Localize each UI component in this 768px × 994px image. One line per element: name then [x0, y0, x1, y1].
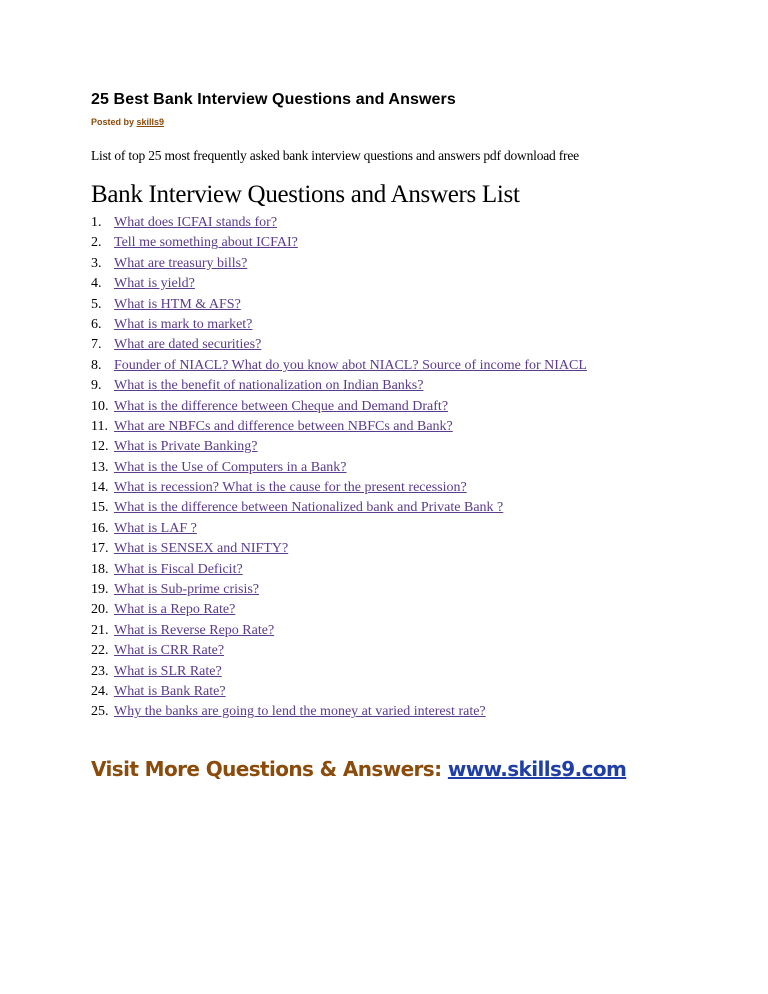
question-item: [91, 213, 587, 233]
question-list: [91, 213, 587, 723]
question-number: 22.: [91, 643, 109, 659]
question-number: 15.: [91, 500, 109, 516]
question-number: 4.: [91, 276, 102, 292]
question-number: 13.: [91, 459, 109, 475]
author-link[interactable]: skills9: [136, 117, 165, 127]
question-item: [91, 600, 587, 620]
question-item: [91, 539, 587, 559]
question-link[interactable]: What is the benefit of nationalization on Indian Banks?: [114, 378, 424, 394]
question-number: 11.: [91, 418, 108, 434]
byline-prefix: Posted by: [91, 117, 137, 127]
question-item: [91, 233, 587, 253]
question-number: 1.: [91, 215, 102, 230]
question-item: [91, 621, 587, 641]
question-link[interactable]: What does ICFAI stands for?: [114, 215, 278, 230]
question-number: 20.: [91, 602, 109, 618]
question-number: 9.: [91, 378, 102, 394]
question-item: [91, 437, 587, 457]
question-number: 12.: [91, 439, 109, 455]
question-number: 2.: [91, 235, 102, 251]
question-link[interactable]: What is Bank Rate?: [114, 683, 226, 699]
question-link[interactable]: What is HTM & AFS?: [114, 296, 241, 312]
question-number: 25.: [91, 704, 109, 720]
question-number: 5.: [91, 296, 102, 312]
question-item: [91, 682, 587, 702]
question-item: [91, 397, 587, 417]
question-link[interactable]: What is a Repo Rate?: [114, 602, 236, 618]
question-item: [91, 560, 587, 580]
question-number: 17.: [91, 541, 109, 557]
question-link[interactable]: What is mark to market?: [114, 316, 253, 332]
question-item: [91, 580, 587, 600]
question-link[interactable]: Tell me something about ICFAI?: [114, 235, 298, 251]
question-item: [91, 458, 587, 478]
question-number: 24.: [91, 683, 109, 699]
page-title: 25 Best Bank Interview Questions and Answers: [91, 91, 456, 108]
question-link[interactable]: What is Sub-prime crisis?: [114, 582, 260, 598]
question-item: [91, 662, 587, 682]
question-item: [91, 315, 587, 335]
question-link[interactable]: What is the difference between Cheque and Demand Draft?: [114, 398, 449, 414]
intro-text: List of top 25 most frequently asked bank interview questions and answers pdf download free: [91, 148, 579, 163]
question-link[interactable]: What is yield?: [114, 276, 195, 292]
question-number: 19.: [91, 582, 109, 598]
question-item: [91, 519, 587, 539]
question-link[interactable]: What are dated securities?: [114, 337, 262, 353]
question-number: 3.: [91, 255, 102, 271]
question-item: [91, 376, 587, 396]
question-link[interactable]: What is SLR Rate?: [114, 663, 222, 679]
question-link[interactable]: What is the difference between Nationalized bank and Private Bank ?: [114, 500, 504, 516]
website-link[interactable]: www.skills9.com: [447, 757, 627, 781]
question-link[interactable]: Why the banks are going to lend the money at varied interest rate?: [114, 704, 486, 720]
question-item: [91, 254, 587, 274]
question-number: 14.: [91, 480, 109, 496]
visit-banner: [91, 757, 626, 781]
question-item: [91, 274, 587, 294]
question-link[interactable]: What is Fiscal Deficit?: [114, 561, 243, 577]
question-number: 6.: [91, 316, 102, 332]
question-link[interactable]: What is Reverse Repo Rate?: [114, 622, 275, 638]
question-link[interactable]: What are treasury bills?: [114, 255, 248, 271]
question-link[interactable]: What is CRR Rate?: [114, 643, 225, 659]
question-link[interactable]: What is the Use of Computers in a Bank?: [114, 459, 347, 475]
question-item: [91, 702, 587, 722]
question-number: 16.: [91, 520, 109, 536]
section-heading: Bank Interview Questions and Answers List: [91, 181, 520, 208]
question-number: 8.: [91, 357, 102, 373]
question-item: [91, 478, 587, 498]
question-link[interactable]: Founder of NIACL? What do you know abot NIACL? Source of income for NIACL: [114, 357, 587, 373]
question-item: [91, 417, 587, 437]
visit-label: Visit More Questions & Answers:: [91, 757, 448, 781]
question-item: [91, 335, 587, 355]
question-number: 21.: [91, 622, 109, 638]
question-item: [91, 498, 587, 518]
question-item: [91, 356, 587, 376]
question-link[interactable]: What are NBFCs and difference between NBFCs and Bank?: [114, 418, 453, 434]
question-link[interactable]: What is recession? What is the cause for the present recession?: [114, 480, 467, 496]
question-number: 7.: [91, 337, 102, 353]
question-link[interactable]: What is Private Banking?: [114, 439, 258, 455]
question-number: 10.: [91, 398, 109, 414]
question-number: 23.: [91, 663, 109, 679]
question-link[interactable]: What is LAF ?: [114, 520, 197, 536]
byline: [91, 117, 164, 127]
question-number: 18.: [91, 561, 109, 577]
question-link[interactable]: What is SENSEX and NIFTY?: [114, 541, 289, 557]
question-item: [91, 295, 587, 315]
question-item: [91, 641, 587, 661]
